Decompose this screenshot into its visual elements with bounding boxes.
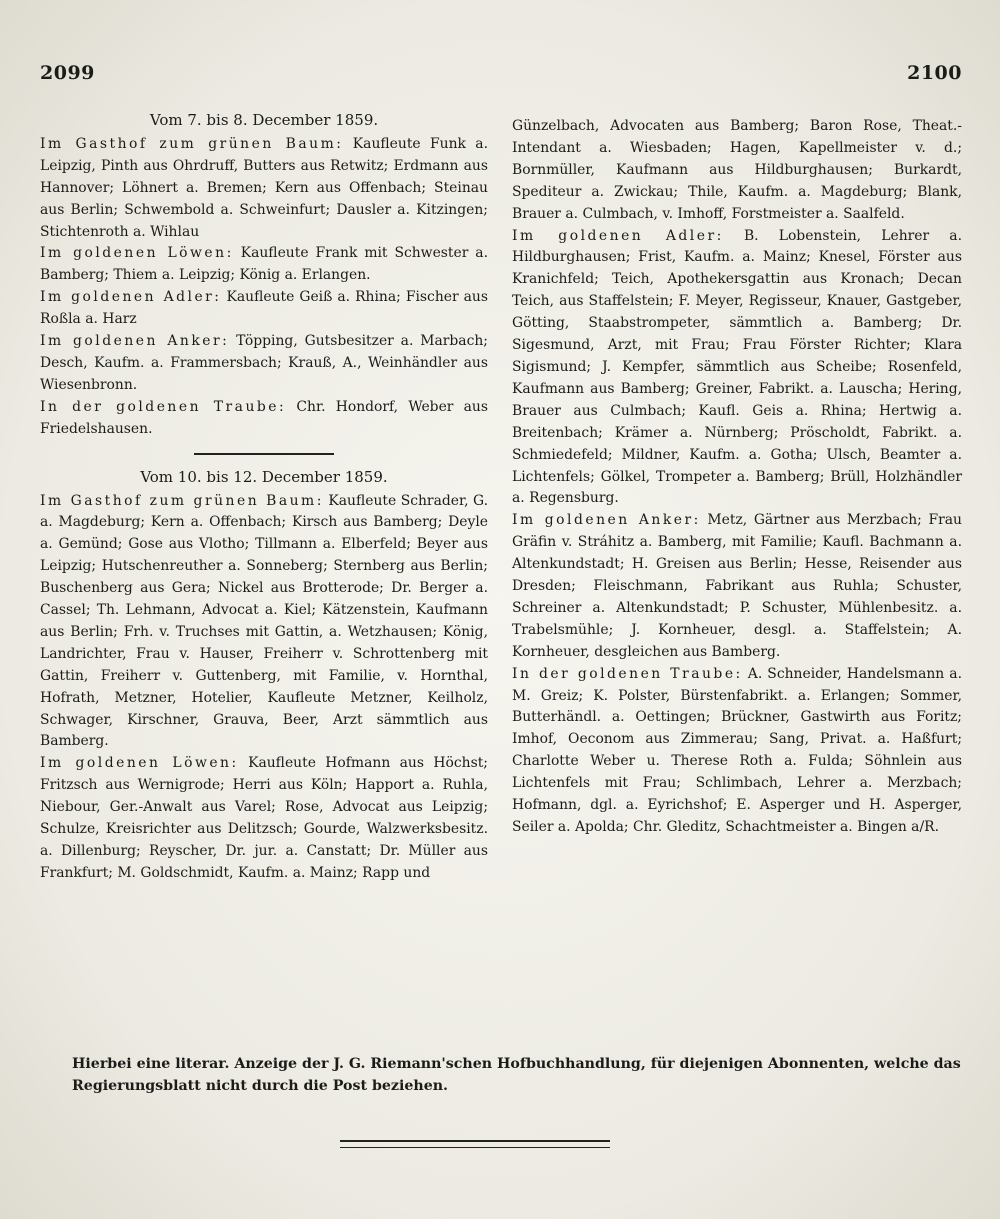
entry-text: Kaufleute Frank mit Schwester a. Bamberg; Thiem a. Leipzig; König a. Erlangen.	[40, 245, 488, 284]
entry-text: Kaufleute Geiß a. Rhina; Fischer aus Roßla a. Harz	[40, 289, 488, 328]
footer-notice: Hierbei eine literar. Anzeige der J. G. Riemann'schen Hofbuchhandlung, für diejenigen Abonnenten, welche das Regierungsblatt nicht durch die Post beziehen.	[72, 1056, 961, 1094]
entry-text: A. Schneider, Handelsmann a. M. Greiz; K. Polster, Bürstenfabrikt. a. Erlangen; Sommer, Butterhändl. a. Oettingen; Brückner, Gastwirth aus Foritz; Imhof, Oeconom aus Zimmerau; Sang, Privat. a. Haßfurt; Charlotte Weber u. Therese Roth a. Fulda; Söhnlein aus Lichtenfels mit Frau; Schlimbach, Lehrer a. Merzbach; Hofmann, dgl. a. Eyrichshof; E. Asperger und H. Asperger, Seiler a. Apolda; Chr. Gleditz, Schachtmeister a. Bingen a/R.	[512, 665, 962, 835]
entry-goldener-adler-1	[40, 287, 488, 331]
left-column	[40, 110, 488, 885]
entry-goldener-anker-1	[40, 331, 488, 397]
entry-label: In der goldenen Traube:	[40, 398, 287, 415]
entry-label: Im Gasthof zum grünen Baum:	[40, 492, 324, 509]
entry-label: Im goldenen Adler:	[40, 289, 222, 306]
entry-text: B. Lobenstein, Lehrer a. Hildburghausen; Frist, Kaufm. a. Mainz; Knesel, Förster aus Kranichfeld; Teich, Apothekersgattin aus Kronach; Decan Teich, aus Staffelstein; F. Meyer, Regisseur, Knauer, Gastgeber, Götting, Staabstrompeter, sämmtlich a. Bamberg; Dr. Sigesmund, Arzt, mit Frau; Frau Förster Richter; Klara Sigismund; J. Kempfer, sämmtlich aus Scheibe; Rosenfeld, Kaufmann aus Bamberg; Greiner, Fabrikt. a. Lauscha; Hering, Brauer aus Culmbach; Kaufl. Geis a. Rhina; Hertwig a. Breitenbach; Krämer a. Nürnberg; Pröscholdt, Fabrikt. a. Schmiedefeld; Mildner, Kaufm. a. Gotha; Ulsch, Beamter a. Lichtenfels; Gölkel, Trompeter a. Bamberg; Brüll, Holzhändler a. Regensburg.	[512, 227, 962, 507]
entry-goldene-traube-1	[40, 397, 488, 441]
entry-goldener-loewe-2	[40, 753, 488, 884]
entry-goldener-loewe-1	[40, 243, 488, 287]
entry-goldener-anker-2	[512, 510, 962, 663]
entry-text: Metz, Gärtner aus Merzbach; Frau Gräfin v. Stráhitz a. Bamberg, mit Familie; Kaufl. Bachmann a. Altenkundstadt; H. Greisen aus Berlin; Hesse, Reisender aus Dresden; Fleischmann, Fabrikant aus Ruhla; Schuster, Schreiner a. Altenkundstadt; P. Schuster, Mühlenbesitz. a. Trabelsmühle; J. Kornheuer, desgl. a. Staffelstein; A. Kornheuer, desgleichen aus Bamberg.	[512, 512, 962, 660]
section-heading-dec-10-12: Vom 10. bis 12. December 1859.	[140, 467, 388, 486]
entry-label: Im goldenen Anker:	[512, 512, 701, 529]
page-number-left: 2099	[40, 62, 95, 84]
entry-goldener-adler-2	[512, 226, 962, 511]
entry-text: Chr. Hondorf, Weber aus Friedelshausen.	[40, 398, 488, 437]
entry-continuation: Günzelbach, Advocaten aus Bamberg; Baron Rose, Theat.-Intendant a. Wiesbaden; Hagen, Kapellmeister v. d.; Bornmüller, Kaufmann aus Hildburghausen; Burkardt, Spediteur a. Zwickau; Thile, Kaufm. a. Magdeburg; Blank, Brauer a. Culmbach, v. Imhoff, Forstmeister a. Saalfeld.	[512, 118, 962, 222]
entry-label: Im goldenen Anker:	[40, 333, 230, 350]
entry-gruener-baum-1	[40, 134, 488, 244]
entry-text: Kaufleute Funk a. Leipzig, Pinth aus Ohrdruff, Butters aus Retwitz; Erdmann aus Hannover; Löhnert a. Bremen; Kern aus Offenbach; Steinau aus Berlin; Schwembold a. Schweinfurt; Dausler a. Kitzingen; Stichtenroth a. Wihlau	[40, 135, 488, 240]
entry-label: Im Gasthof zum grünen Baum:	[40, 135, 344, 152]
entry-label: In der goldenen Traube:	[512, 665, 743, 682]
entry-text: Töpping, Gutsbesitzer a. Marbach; Desch, Kaufm. a. Frammersbach; Krauß, A., Weinhändler aus Wiesenbronn.	[40, 333, 488, 393]
entry-label: Im goldenen Löwen:	[40, 755, 239, 772]
entry-gruener-baum-2	[40, 491, 488, 754]
entry-label: Im goldenen Löwen:	[40, 245, 234, 262]
footer-double-rule	[340, 1140, 610, 1148]
entry-text: Kaufleute Schrader, G. a. Magdeburg; Kern a. Offenbach; Kirsch aus Bamberg; Deyle a. Gemünd; Gose aus Vlotho; Tillmann a. Elberfeld; Beyer aus Leipzig; Hutschenreuther a. Sonneberg; Sternberg aus Berlin; Buschenberg aus Gera; Nickel aus Brotterode; Dr. Berger a. Cassel; Th. Lehmann, Advocat a. Kiel; Kätzenstein, Kaufmann aus Berlin; Frh. v. Truchses mit Gattin, a. Wetzhausen; König, Landrichter, Frau v. Hauser, Freiherr v. Schrottenberg mit Gattin, Freiherr v. Guttenberg, mit Familie, v. Hornthal, Hofrath, Metzner, Hotelier, Kaufleute Metzner, Keilholz, Schwager, Kirschner, Grauva, Beer, Arzt sämmtlich aus Bamberg.	[40, 492, 488, 750]
entry-goldene-traube-2	[512, 664, 962, 839]
section-heading-dec-7-8: Vom 7. bis 8. December 1859.	[149, 111, 379, 129]
page-number-right: 2100	[907, 62, 962, 84]
section-divider	[194, 453, 334, 455]
entry-label: Im goldenen Adler:	[512, 227, 724, 244]
entry-text: Kaufleute Hofmann aus Höchst; Fritzsch aus Wernigrode; Herri aus Köln; Happort a. Ruhla, Niebour, Ger.-Anwalt aus Varel; Rose, Advocat aus Leipzig; Schulze, Kreisrichter aus Delitzsch; Gourde, Walzwerksbesitz. a. Dillenburg; Reyscher, Dr. jur. a. Canstatt; Dr. Müller aus Frankfurt; M. Goldschmidt, Kaufm. a. Mainz; Rapp und	[40, 755, 488, 881]
right-column	[512, 116, 962, 839]
